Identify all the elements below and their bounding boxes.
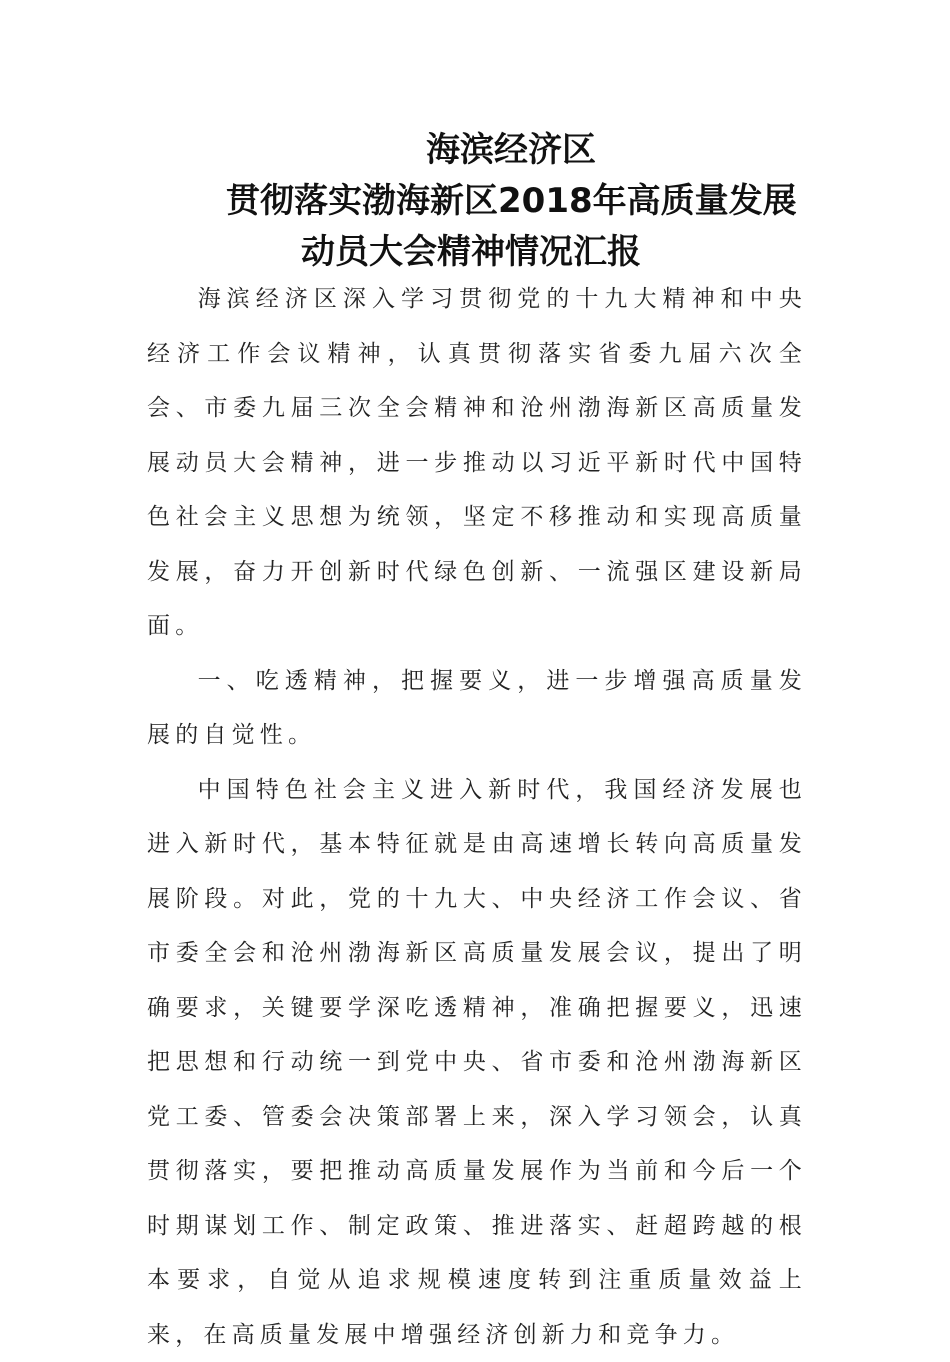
paragraph-section-heading: 一、吃透精神，把握要义，进一步增强高质量发展的自觉性。 [147, 654, 807, 763]
document-body [147, 272, 807, 1362]
title-line-3: 动员大会精神情况汇报 [301, 227, 641, 278]
title-line-2: 贯彻落实渤海新区2018年高质量发展 [226, 176, 797, 227]
title-line-1: 海滨经济区 [426, 125, 596, 176]
paragraph-section-body: 中国特色社会主义进入新时代，我国经济发展也进入新时代，基本特征就是由高速增长转向高质量发展阶段。对此，党的十九大、中央经济工作会议、省市委全会和沧州渤海新区高质量发展会议，提出了明确要求，关键要学深吃透精神，准确把握要义，迅速把思想和行动统一到党中央、省市委和沧州渤海新区党工委、管委会决策部署上来，深入学习领会，认真贯彻落实，要把推动高质量发展作为当前和今后一个时期谋划工作、制定政策、推进落实、赶超跨越的根本要求，自觉从追求规模速度转到注重质量效益上来，在高质量发展中增强经济创新力和竞争力。 [147, 763, 807, 1362]
paragraph-intro: 海滨经济区深入学习贯彻党的十九大精神和中央经济工作会议精神，认真贯彻落实省委九届六次全会、市委九届三次全会精神和沧州渤海新区高质量发展动员大会精神，进一步推动以习近平新时代中国特色社会主义思想为统领，坚定不移推动和实现高质量发展，奋力开创新时代绿色创新、一流强区建设新局面。 [147, 272, 807, 654]
